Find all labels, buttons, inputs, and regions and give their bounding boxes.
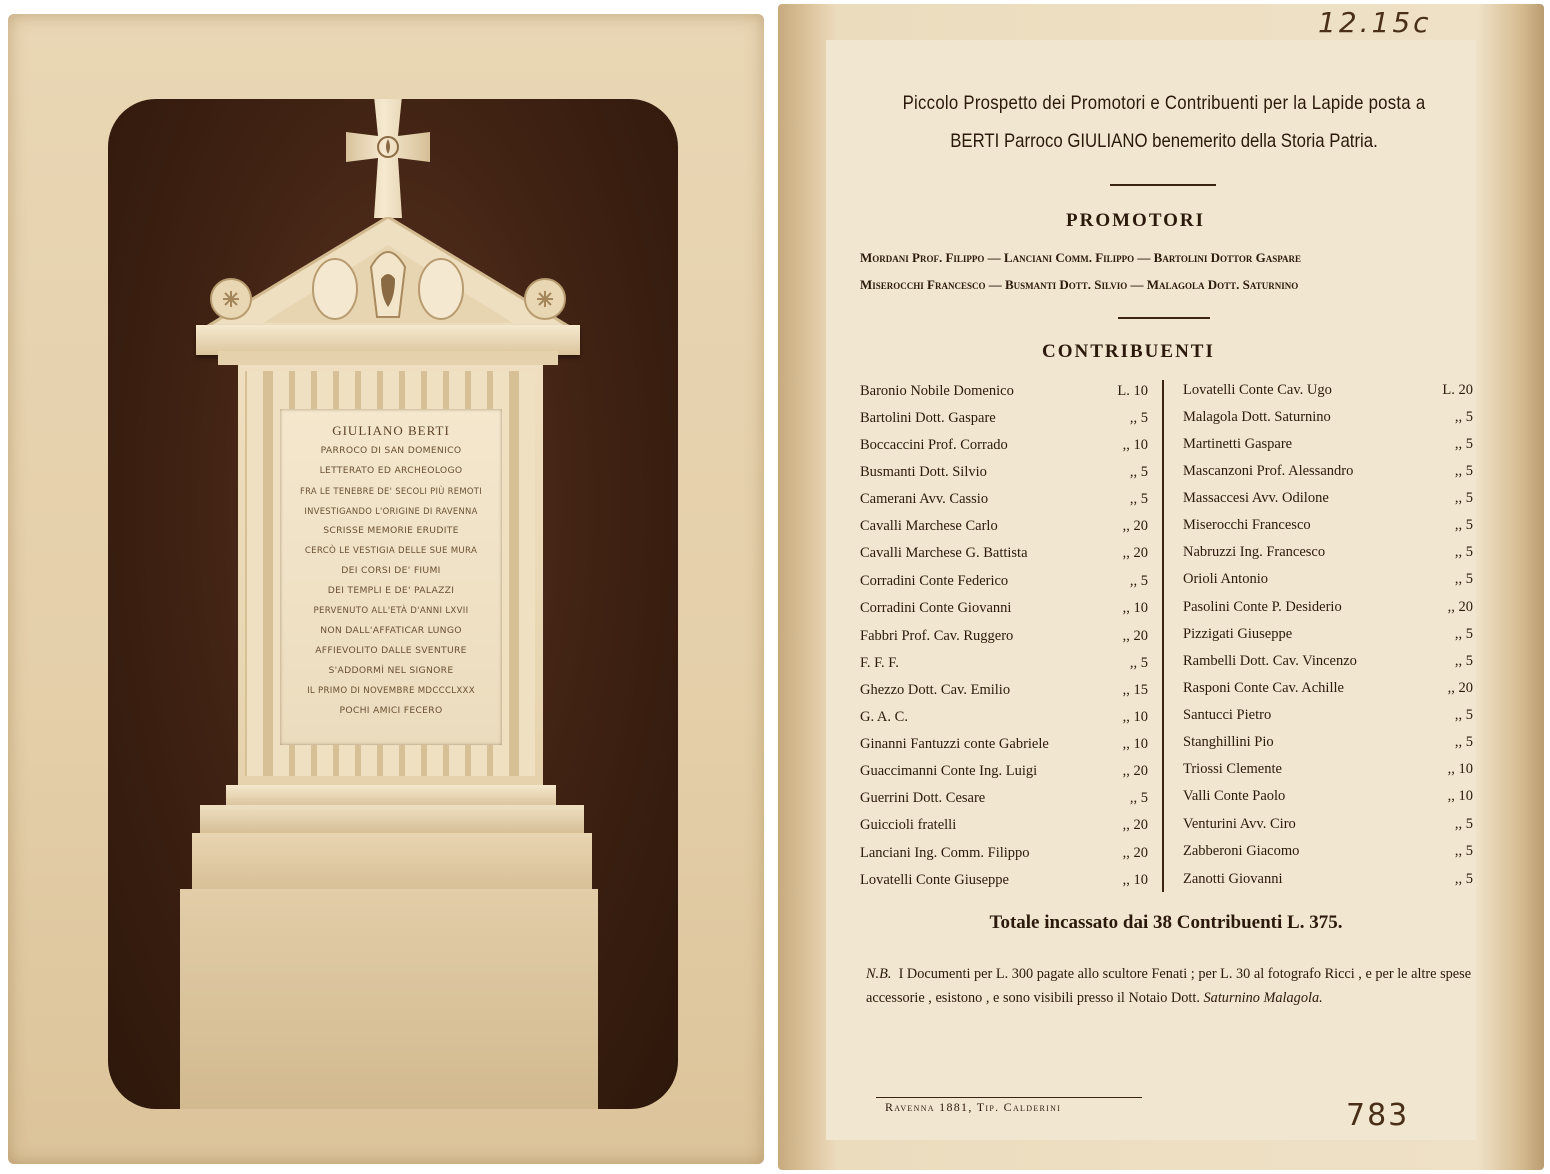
monument-photo	[108, 99, 678, 1109]
contributor-amount: ,, 20	[1122, 845, 1148, 861]
inscription-line: LETTERATO ED ARCHEOLOGO	[319, 465, 463, 476]
contributor-amount: ,, 5	[1454, 544, 1473, 560]
contributor-name: Malagola Dott. Saturnino	[1183, 409, 1331, 425]
base-moulding-lower	[200, 805, 584, 833]
contributor-amount: ,, 5	[1454, 734, 1473, 750]
plinth-top	[192, 833, 592, 889]
contributor-amount: ,, 10	[1447, 761, 1473, 777]
base-moulding	[226, 785, 556, 805]
contributor-name: Stanghillini Pio	[1183, 734, 1274, 750]
contributor-name: Massaccesi Avv. Odilone	[1183, 490, 1329, 506]
contributor-row	[860, 736, 1148, 760]
contributor-name: Miserocchi Francesco	[1183, 517, 1311, 533]
contributor-row	[1183, 571, 1473, 595]
contributor-amount: L. 10	[1117, 383, 1148, 399]
contributor-name: Guerrini Dott. Cesare	[860, 790, 986, 806]
contributor-name: Pasolini Conte P. Desiderio	[1183, 599, 1342, 615]
contributor-amount: L. 20	[1442, 382, 1473, 398]
contributor-row	[860, 709, 1148, 733]
contributor-row	[860, 790, 1148, 814]
contributor-amount: ,, 5	[1454, 436, 1473, 452]
printer-imprint: Ravenna 1881, Tip. Calderini	[885, 1100, 1062, 1114]
contributor-row	[860, 628, 1148, 652]
contributor-amount: ,, 5	[1454, 463, 1473, 479]
nb-name: Saturnino Malagola.	[1203, 990, 1323, 1006]
contributor-name: Rambelli Dott. Cav. Vincenzo	[1183, 653, 1357, 669]
handwritten-ref-code: 12.15c	[1318, 6, 1432, 39]
contributor-row	[860, 410, 1148, 434]
contributor-amount: ,, 5	[1129, 410, 1148, 426]
contributor-name: Ginanni Fantuzzi conte Gabriele	[860, 736, 1049, 752]
contributor-name: Cavalli Marchese Carlo	[860, 518, 998, 534]
contributor-amount: ,, 5	[1454, 626, 1473, 642]
contributor-amount: ,, 5	[1454, 707, 1473, 723]
contributor-row	[860, 573, 1148, 597]
contributor-row	[1183, 436, 1473, 460]
printer-rule	[876, 1097, 1142, 1098]
contributor-name: Lovatelli Conte Giuseppe	[860, 872, 1009, 888]
contributor-row	[1183, 544, 1473, 568]
sheet-heading-line2: BERTI Parroco GIULIANO benemerito della Storia Patria.	[950, 130, 1378, 152]
contributor-amount: ,, 5	[1129, 573, 1148, 589]
contributor-name: Guiccioli fratelli	[860, 817, 957, 833]
inscription-line: PARROCO DI SAN DOMENICO	[320, 445, 462, 456]
contributor-amount: ,, 20	[1122, 545, 1148, 561]
contributor-amount: ,, 5	[1454, 653, 1473, 669]
inscription-line: NON DALL'AFFATICAR LUNGO	[320, 625, 462, 636]
contributor-name: Pizzigati Giuseppe	[1183, 626, 1293, 642]
ornament-divider	[1110, 184, 1216, 186]
contributor-row	[860, 464, 1148, 488]
contributor-name: Baronio Nobile Domenico	[860, 383, 1014, 399]
promotori-line: Mordani Prof. Filippo — Lanciani Comm. Filippo — Bartolini Dottor Gaspare	[860, 250, 1302, 265]
contributor-name: G. A. C.	[860, 709, 908, 725]
contributor-name: Zanotti Giovanni	[1183, 871, 1283, 887]
contributor-amount: ,, 5	[1454, 571, 1473, 587]
contributor-amount: ,, 20	[1122, 518, 1148, 534]
inscription-line: SCRISSE MEMORIE ERUDITE	[323, 525, 459, 536]
contributor-name: Valli Conte Paolo	[1183, 788, 1286, 804]
contributor-amount: ,, 10	[1122, 736, 1148, 752]
contributor-name: Corradini Conte Giovanni	[860, 600, 1012, 616]
contributor-row	[860, 682, 1148, 706]
contributor-row	[860, 872, 1148, 896]
contributor-name: Triossi Clemente	[1183, 761, 1282, 777]
contributor-amount: ,, 10	[1122, 872, 1148, 888]
inscription-line: CERCÒ LE VESTIGIA DELLE SUE MURA	[304, 546, 478, 556]
contributor-name: Cavalli Marchese G. Battista	[860, 545, 1028, 561]
inscription-line: FRA LE TENEBRE DE' SECOLI PIÙ REMOTI	[300, 486, 482, 496]
contributor-row	[1183, 871, 1473, 895]
contributor-row	[1183, 382, 1473, 406]
contributor-amount: ,, 5	[1454, 409, 1473, 425]
contributor-amount: ,, 15	[1122, 682, 1148, 698]
contributor-name: Orioli Antonio	[1183, 571, 1268, 587]
total-collected: Totale incassato dai 38 Contribuenti L. 375.	[989, 912, 1343, 933]
contributor-row	[1183, 734, 1473, 758]
contributor-row	[1183, 788, 1473, 812]
ornament-divider	[1118, 317, 1210, 319]
contributor-amount: ,, 5	[1454, 490, 1473, 506]
contributor-row	[1183, 599, 1473, 623]
contributor-amount: ,, 20	[1122, 817, 1148, 833]
nb-label: N.B.	[866, 966, 892, 982]
inscription-line: INVESTIGANDO L'ORIGINE DI RAVENNA	[304, 506, 478, 516]
contributor-amount: ,, 20	[1122, 763, 1148, 779]
contributor-row	[1183, 843, 1473, 867]
inscription-line: AFFIEVOLITO DALLE SVENTURE	[315, 645, 467, 656]
contributor-name: Venturini Avv. Ciro	[1183, 816, 1296, 832]
contributor-row	[1183, 409, 1473, 433]
contributor-name: Martinetti Gaspare	[1183, 436, 1293, 452]
contributor-name: Santucci Pietro	[1183, 707, 1272, 723]
promotori-title: PROMOTORI	[1066, 210, 1206, 231]
contributor-amount: ,, 20	[1447, 680, 1473, 696]
contributor-name: Corradini Conte Federico	[860, 573, 1009, 589]
contributor-amount: ,, 5	[1454, 816, 1473, 832]
contributor-row	[1183, 707, 1473, 731]
contributor-row	[1183, 517, 1473, 541]
contributor-row	[860, 817, 1148, 841]
contributor-amount: ,, 10	[1447, 788, 1473, 804]
contributor-name: Busmanti Dott. Silvio	[860, 464, 987, 480]
contributor-amount: ,, 20	[1447, 599, 1473, 615]
handwritten-inventory-number: 783	[1346, 1098, 1410, 1133]
contributor-row	[1183, 653, 1473, 677]
contributor-amount: ,, 5	[1129, 655, 1148, 671]
nb-text: I Documenti per L. 300 pagate allo scultore Fenati ; per L. 30 al fotografo Ricci , e per le altre spese accessorie , esistono , e sono visibili presso il Notaio Dott.	[866, 966, 1472, 1006]
contributor-row	[1183, 816, 1473, 840]
contributor-name: Ghezzo Dott. Cav. Emilio	[860, 682, 1011, 698]
pediment-with-eagles	[203, 217, 573, 329]
column-separator	[1162, 380, 1164, 892]
contributor-row	[1183, 626, 1473, 650]
promotori-line: Miserocchi Francesco — Busmanti Dott. Silvio — Malagola Dott. Saturnino	[860, 277, 1299, 292]
contribuenti-title: CONTRIBUENTI	[1042, 341, 1215, 362]
contributor-row	[860, 845, 1148, 869]
contributor-row	[860, 763, 1148, 787]
contributor-name: Nabruzzi Ing. Francesco	[1183, 544, 1326, 560]
contributor-name: Rasponi Conte Cav. Achille	[1183, 680, 1344, 696]
contributor-amount: ,, 5	[1454, 517, 1473, 533]
contributor-amount: ,, 5	[1129, 790, 1148, 806]
contributor-row	[1183, 761, 1473, 785]
photograph-card	[8, 14, 764, 1164]
contributor-row	[860, 518, 1148, 542]
contributor-name: Lovatelli Conte Cav. Ugo	[1183, 382, 1332, 398]
plinth	[180, 889, 598, 1109]
cross-icon	[346, 99, 430, 218]
contributor-amount: ,, 5	[1129, 491, 1148, 507]
contributor-name: Camerani Avv. Cassio	[860, 491, 989, 507]
contributor-name: Zabberoni Giacomo	[1183, 843, 1300, 859]
contributor-row	[860, 491, 1148, 515]
inscription-title: GIULIANO BERTI	[332, 423, 450, 438]
contributor-amount: ,, 20	[1122, 628, 1148, 644]
contributor-row	[1183, 463, 1473, 487]
inscription-line: IL PRIMO DI NOVEMBRE MDCCCLXXX	[307, 686, 475, 696]
inscription-line: S'ADDORMÌ NEL SIGNORE	[328, 665, 454, 676]
contributor-name: Mascanzoni Prof. Alessandro	[1183, 463, 1354, 479]
nota-bene	[866, 962, 1476, 1010]
contributor-amount: ,, 10	[1122, 600, 1148, 616]
contributor-name: Boccaccini Prof. Corrado	[860, 437, 1008, 453]
contributor-amount: ,, 5	[1454, 871, 1473, 887]
inscription-line: POCHI AMICI FECERO	[339, 705, 443, 716]
inscription-line: PERVENUTO ALL'ETÀ D'ANNI LXVII	[313, 606, 469, 616]
contributor-row	[1183, 490, 1473, 514]
contributor-row	[1183, 680, 1473, 704]
contributor-amount: ,, 5	[1129, 464, 1148, 480]
contributor-name: Bartolini Dott. Gaspare	[860, 410, 996, 426]
contributor-row	[860, 437, 1148, 461]
contributor-name: Guaccimanni Conte Ing. Luigi	[860, 763, 1038, 779]
inscription-plaque	[280, 409, 502, 745]
contributor-row	[860, 655, 1148, 679]
contributor-name: F. F. F.	[860, 655, 899, 671]
contributor-amount: ,, 10	[1122, 709, 1148, 725]
contributor-row	[860, 600, 1148, 624]
inscription-line: DEI TEMPLI E DE' PALAZZI	[327, 585, 455, 596]
contributor-row	[860, 545, 1148, 569]
contributor-row	[860, 383, 1148, 407]
contributor-amount: ,, 5	[1454, 843, 1473, 859]
cornice-lower	[218, 351, 558, 365]
sheet-heading-line1: Piccolo Prospetto dei Promotori e Contribuenti per la Lapide posta a	[902, 92, 1426, 114]
contributor-amount: ,, 10	[1122, 437, 1148, 453]
inscription-line: DEI CORSI DE' FIUMI	[341, 565, 441, 576]
contributor-name: Lanciani Ing. Comm. Filippo	[860, 845, 1030, 861]
contributor-name: Fabbri Prof. Cav. Ruggero	[860, 628, 1014, 644]
